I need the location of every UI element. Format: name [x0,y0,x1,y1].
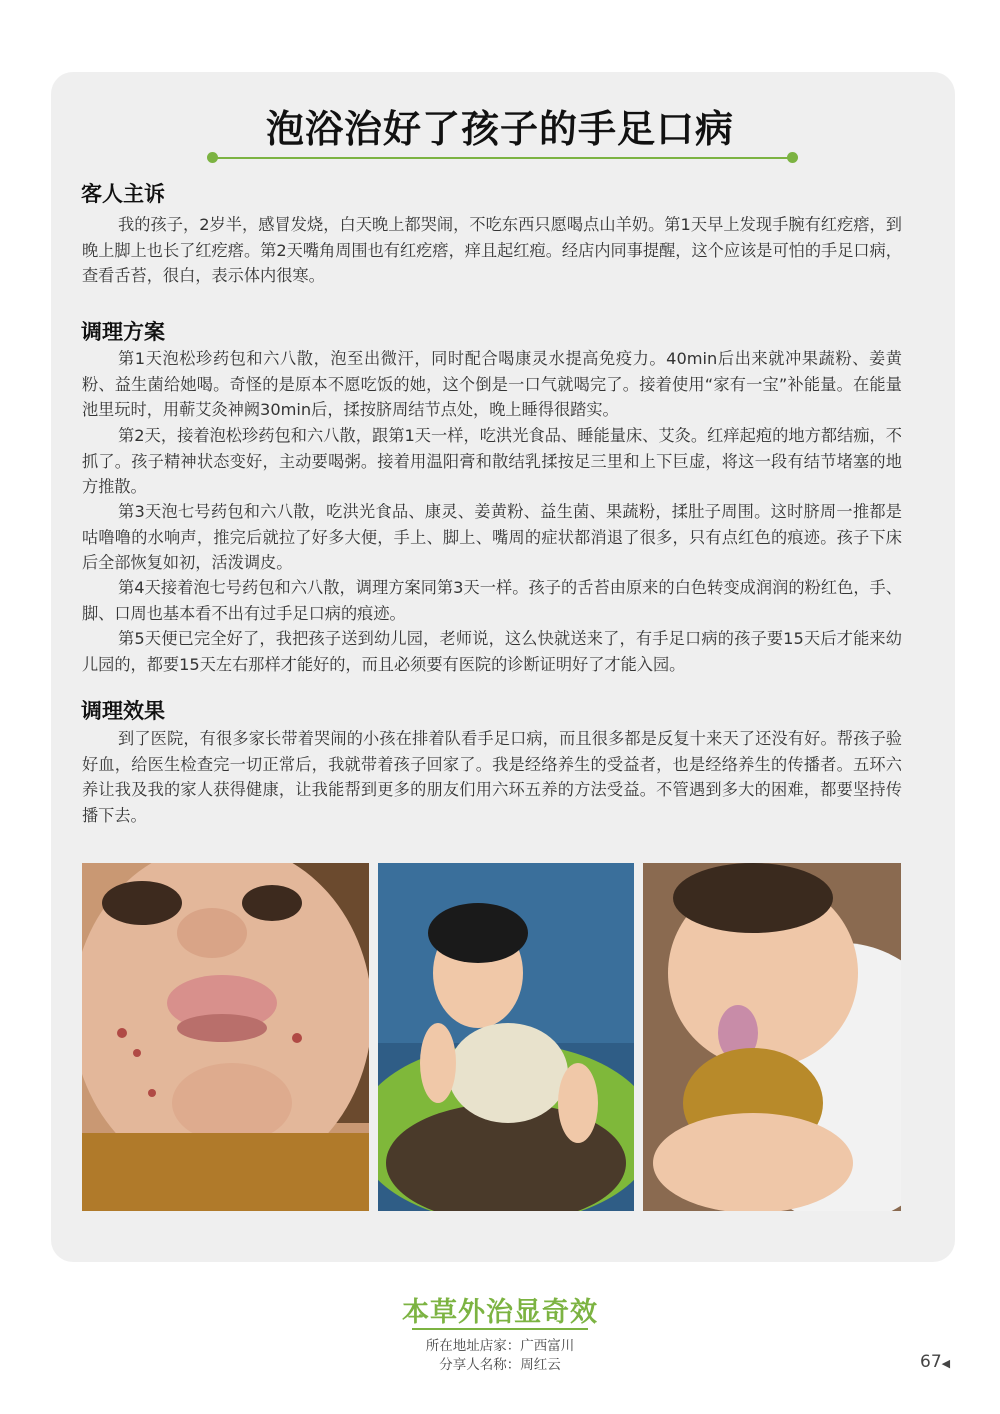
section-heading-complaint: 客人主诉 [81,182,165,206]
plan-paragraph-day1: 第1天泡松珍药包和六八散，泡至出微汗，同时配合喝康灵水提高免疫力。40min后出来就冲果蔬粉、姜黄粉、益生菌给她喝。奇怪的是原本不愿吃饭的她，这个倒是一口气就喝完了。接着使用“家有一宝”补能量。在能量池里玩时，用蕲艾灸神阙30min后，揉按脐周结节点处，晚上睡得很踏实。 [82,349,902,419]
page-number-block [920,1352,950,1372]
section-heading-result: 调理效果 [81,699,165,723]
underline-dot-right [787,152,798,163]
page-number: 67 [920,1352,942,1372]
section-heading-plan: 调理方案 [81,320,165,344]
underline-dot-left [207,152,218,163]
photo-child-face-rash [82,863,369,1211]
page-arrow-icon: ◀ [941,1357,951,1370]
title-underline [213,157,793,159]
footer-store: 所在地址店家：广西富川 [425,1338,575,1354]
complaint-paragraph: 我的孩子，2岁半，感冒发烧，白天晚上都哭闹，不吃东西只愿喝点山羊奶。第1天早上发现手腕有红疙瘩，到晚上脚上也长了红疙瘩。第2天嘴角周围也有红疙瘩，痒且起红疱。经店内同事提醒，这个应该是可怕的手足口病，查看舌苔，很白，表示体内很寒。 [82,215,902,285]
plan-paragraph-day4: 第4天接着泡七号药包和六八散，调理方案同第3天一样。孩子的舌苔由原来的白色转变成润润的粉红色，手、脚、口周也基本看不出有过手足口病的痕迹。 [82,578,902,623]
plan-paragraph-day2: 第2天，接着泡松珍药包和六八散，跟第1天一样，吃洪光食品、睡能量床、艾灸。红痒起疱的地方都结痂，不抓了。孩子精神状态变好，主动要喝粥。接着用温阳膏和散结乳揉按足三里和上下巨虚，将这一段有结节堵塞的地方推散。 [82,426,902,496]
page-title: 泡浴治好了孩子的手足口病 [265,107,734,151]
plan-paragraph-day3: 第3天泡七号药包和六八散，吃洪光食品、康灵、姜黄粉、益生菌、果蔬粉，揉肚子周围。这时脐周一推都是咕噜噜的水响声，推完后就拉了好多大便，手上、脚上、嘴周的症状都消退了很多，只有点红色的痕迹。孩子下床后全部恢复如初，活泼调皮。 [82,502,902,572]
result-paragraph: 到了医院，有很多家长带着哭闹的小孩在排着队看手足口病，而且很多都是反复十来天了还没有好。帮孩子验好血，给医生检查完一切正常后，我就带着孩子回家了。我是经络养生的受益者，也是经络养生的传播者。五环六养让我及我的家人获得健康，让我能帮到更多的朋友们用六环五养的方法受益。不管遇到多大的困难，都要坚持传播下去。 [82,729,902,825]
photo-child-tongue [643,863,901,1211]
plan-paragraph-day5: 第5天便已完全好了，我把孩子送到幼儿园，老师说，这么快就送来了，有手足口病的孩子要15天后才能来幼儿园的，都要15天左右那样才能好的，而且必须要有医院的诊断证明好了才能入园。 [82,629,902,674]
footer-sharer: 分享人名称：周红云 [439,1357,561,1373]
footer-underline [412,1328,588,1330]
photo-child-bath [378,863,634,1211]
footer-slogan: 本草外治显奇效 [402,1297,598,1328]
